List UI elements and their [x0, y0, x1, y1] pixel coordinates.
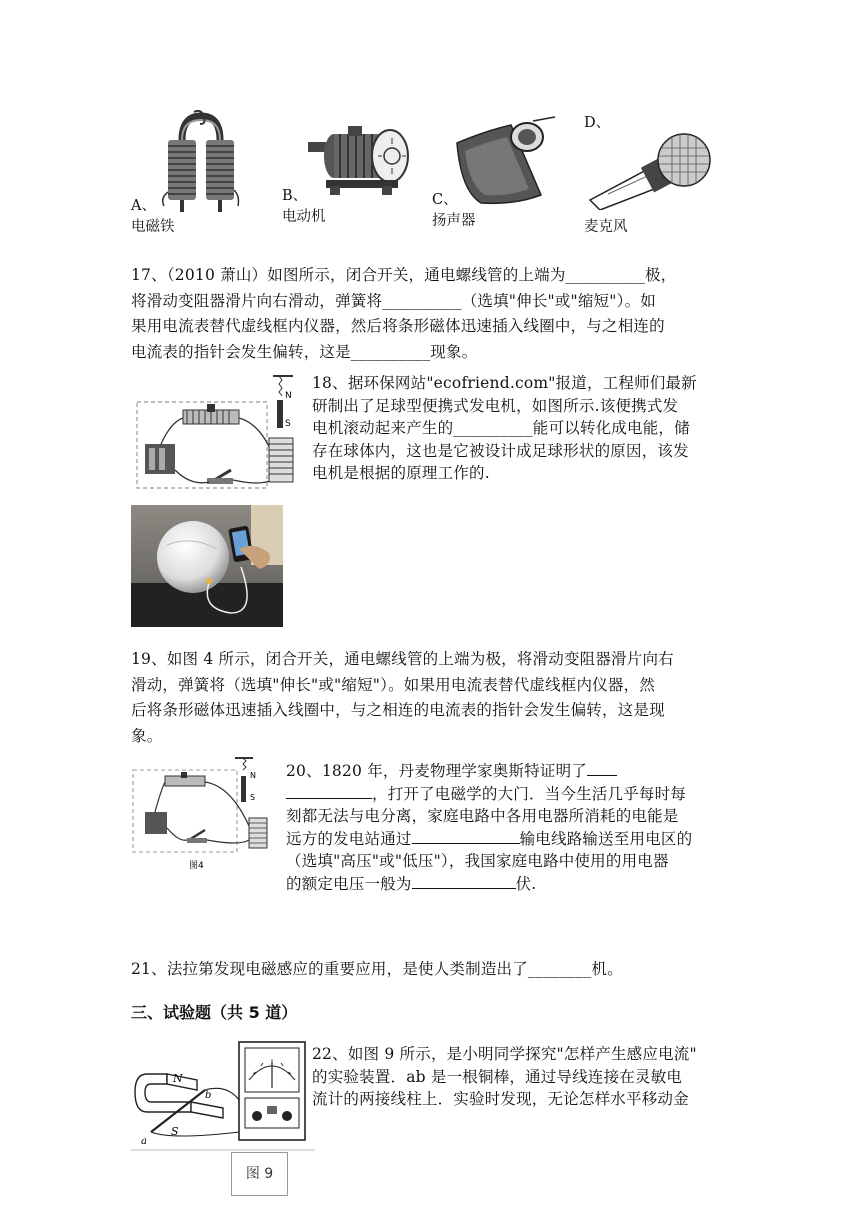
question-20-text: 的额定电压一般为: [286, 874, 412, 893]
q22-south-label: S: [171, 1125, 179, 1138]
question-17-line: 将滑动变阻器滑片向右滑动，弹簧将__________（选填"伸长"或"缩短"）。如: [131, 291, 656, 310]
question-20-text: 伏.: [515, 874, 537, 893]
question-20-line6: [286, 873, 736, 896]
option-d-name: 麦克风: [584, 219, 628, 235]
question-19: [131, 648, 731, 747]
q22-figure-caption-box: [231, 1152, 288, 1196]
question-20-text: 远方的发电站通过: [286, 829, 412, 848]
question-18-line: 18、据环保网站"ecofriend.com"报道，工程师们最新: [312, 374, 697, 392]
option-b-name: 电动机: [282, 209, 326, 225]
q20-figure-caption: 图4: [189, 861, 204, 871]
question-18: [312, 372, 732, 485]
answer-blank[interactable]: [587, 760, 617, 776]
answer-blank[interactable]: [412, 873, 516, 889]
question-21: 21、法拉第发现电磁感应的重要应用，是使人类制造出了________机。: [131, 960, 623, 978]
electromagnet-illustration: [160, 110, 242, 214]
option-a-name: 电磁铁: [131, 219, 175, 235]
electric-motor-illustration: [308, 124, 412, 196]
q22-b-label: b: [205, 1090, 212, 1101]
question-20-text: 20、1820 年，丹麦物理学家奥斯特证明了: [286, 762, 587, 780]
microphone-illustration: [588, 132, 720, 210]
answer-blank[interactable]: [286, 783, 372, 799]
question-20-line4: [286, 828, 736, 851]
question-18-line: 电机滚动起来产生的__________能可以转化成电能，储: [312, 419, 690, 437]
question-17-line: 电流表的指针会发生偏转，这是__________现象。: [131, 342, 478, 361]
option-c-name: 扬声器: [432, 213, 476, 229]
question-20-line1: [286, 760, 736, 783]
loudspeaker-illustration: [455, 113, 557, 205]
question-19-line: 19、如图 4 所示，闭合开关，通电螺线管的上端为极，将滑动变阻器滑片向右: [131, 650, 674, 668]
q20-south-label: S: [250, 793, 256, 802]
question-20-text: ，打开了电磁学的大门．当今生活几乎每时每: [372, 784, 687, 803]
question-20-line2: [286, 783, 736, 806]
q22-figure-caption: 图 9: [245, 1166, 274, 1182]
q22-a-label: a: [141, 1136, 147, 1147]
question-17-line: 果用电流表替代虚线框内仪器，然后将条形磁体迅速插入线圈中，与之相连的: [131, 317, 665, 335]
q20-north-label: N: [250, 771, 256, 780]
question-19-line: 后将条形磁体迅速插入线圈中，与之相连的电流表的指针会发生偏转，这是现: [131, 701, 665, 719]
soccer-ball-generator-photo: [131, 505, 283, 627]
question-22-line: 的实验装置．ab 是一根铜棒，通过导线连接在灵敏电: [312, 1067, 683, 1086]
question-18-line: 电机是根据的原理工作的.: [312, 464, 490, 482]
question-17: [131, 264, 731, 363]
option-c-letter: C、: [432, 192, 458, 208]
question-17-line: 17、（2010 萧山）如图所示，闭合开关，通电螺线管的上端为__________极，: [131, 266, 677, 284]
question-22-line: 流计的两接线柱上．实验时发现，无论怎样水平移动金: [312, 1090, 689, 1108]
q18-circuit-figure: [131, 374, 297, 494]
question-19-line: 滑动，弹簧将（选填"伸长"或"缩短"）。如果用电流表替代虚线框内仪器，然: [131, 675, 655, 694]
option-d-letter: D、: [584, 115, 611, 131]
question-20-line5: （选填"高压"或"低压"），我国家庭电路中使用的用电器: [286, 852, 669, 870]
question-22: [312, 1043, 732, 1111]
q18-north-label: N: [285, 391, 292, 401]
question-20: [286, 760, 736, 895]
question-22-line: 22、如图 9 所示，是小明同学探究"怎样产生感应电流": [312, 1045, 697, 1063]
question-19-line: 象。: [131, 726, 163, 745]
q22-figure-9: [131, 1040, 315, 1152]
question-20-text: 输电线路输送至用电区的: [519, 829, 693, 848]
option-b-letter: B、: [282, 188, 308, 204]
question-20-line3: 刻都无法与电分离，家庭电路中各用电器所消耗的电能是: [286, 807, 679, 825]
answer-blank[interactable]: [412, 828, 520, 844]
option-a-letter: A、: [131, 198, 156, 214]
section-heading: 三、试验题（共 5 道）: [131, 1003, 298, 1022]
question-18-line: 存在球体内，这也是它被设计成足球形状的原因，该发: [312, 441, 689, 460]
q22-north-label: N: [173, 1072, 183, 1085]
question-18-line: 研制出了足球型便携式发电机，如图所示.该便携式发: [312, 396, 679, 415]
q20-figure-4: [131, 756, 271, 874]
q18-south-label: S: [285, 419, 291, 429]
